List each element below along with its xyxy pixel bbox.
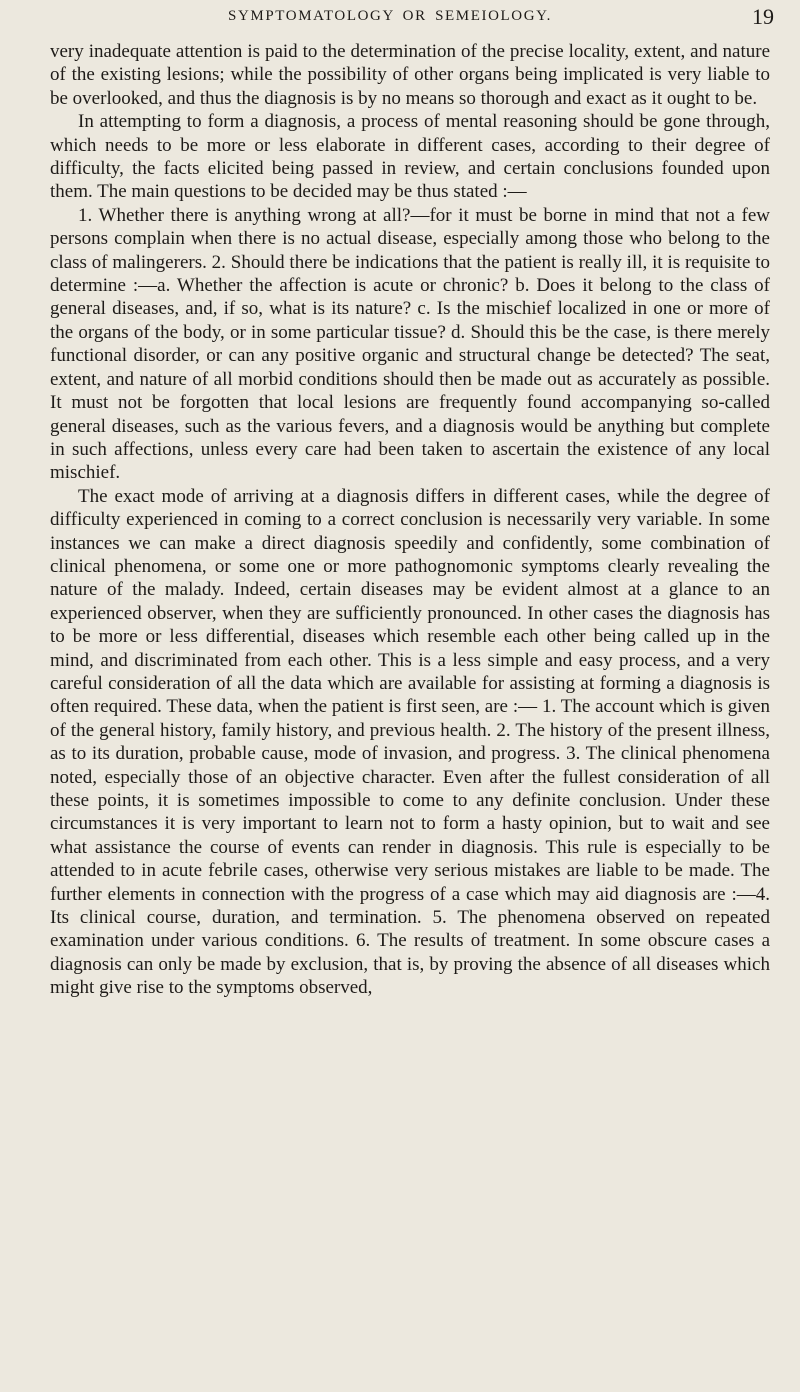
body-text <box>50 40 770 1000</box>
paragraph-mode-of-diagnosis: The exact mode of arriving at a diagnosis differs in different cases, while the degree of difficulty experienced in coming to a correct conclusion is necessarily very variable. In some instances we can make a direct diagnosis speedily and confidently, some combination of clinical phenomena, or some one or more pathognomonic symptoms clearly revealing the nature of the malady. Indeed, certain diseases may be evident almost at a glance to an experienced observer, when they are sufficiently pronounced. In other cases the diagnosis has to be more or less differential, diseases which resemble each other being called up in the mind, and discriminated from each other. This is a less simple and easy process, and a very careful consideration of all the data which are available for assisting at forming a diagnosis is often required. These data, when the patient is first seen, are :— 1. The account which is given of the general history, family history, and previous health. 2. The history of the present illness, as to its duration, probable cause, mode of invasion, and progress. 3. The clinical phenomena noted, especially those of an objective character. Even after the fullest consideration of all these points, it is sometimes impossible to come to any definite conclusion. Under these circumstances it is very important to learn not to form a hasty opinion, but to wait and see what assistance the course of events can render in diagnosis. This rule is especially to be attended to in acute febrile cases, otherwise very serious mistakes are liable to be made. The further elements in connection with the progress of a case which may aid diagnosis are :—4. Its clinical course, duration, and termination. 5. The phenomena observed on repeated examination under various conditions. 6. The results of treatment. In some obscure cases a diagnosis can only be made by exclusion, that is, by proving the absence of all diseases which might give rise to the symptoms observed, <box>50 485 770 999</box>
paragraph-diagnosis-process: In attempting to form a diagnosis, a process of mental reasoning should be gone through, which needs to be more or less elaborate in different cases, according to their degree of difficulty, the facts elicited being passed in review, and certain conclusions founded upon them. The main questions to be decided may be thus stated :— <box>50 111 770 203</box>
paragraph-continuation: very inadequate attention is paid to the determination of the precise locality, extent, and nature of the existing lesions; while the possibility of other organs being implicated is very liable to be overlooked, and thus the diagnosis is by no means so thorough and exact as it ought to be. <box>50 41 770 109</box>
page-number: 19 <box>752 4 774 29</box>
paragraph-main-questions: 1. Whether there is anything wrong at all?—for it must be borne in mind that not a few persons complain when there is no actual disease, especially among those who belong to the class of malingerers. 2. Should there be indications that the patient is really ill, it is requisite to determine :—a. Whether the affection is acute or chronic? b. Does it belong to the class of general diseases, and, if so, what is its nature? c. Is the mischief localized in one or more of the organs of the body, or in some particular tissue? d. Should this be the case, is there merely functional disorder, or can any positive organic and structural change be detected? The seat, extent, and nature of all morbid conditions should then be made out as accurately as possible. It must not be forgotten that local lesions are frequently found accompanying so-called general diseases, such as the various fevers, and a diagnosis would be anything but complete in such affections, unless every care had been taken to ascertain the existence of any local mischief. <box>50 204 770 484</box>
running-head: SYMPTOMATOLOGY OR SEMEIOLOGY. <box>228 8 552 24</box>
